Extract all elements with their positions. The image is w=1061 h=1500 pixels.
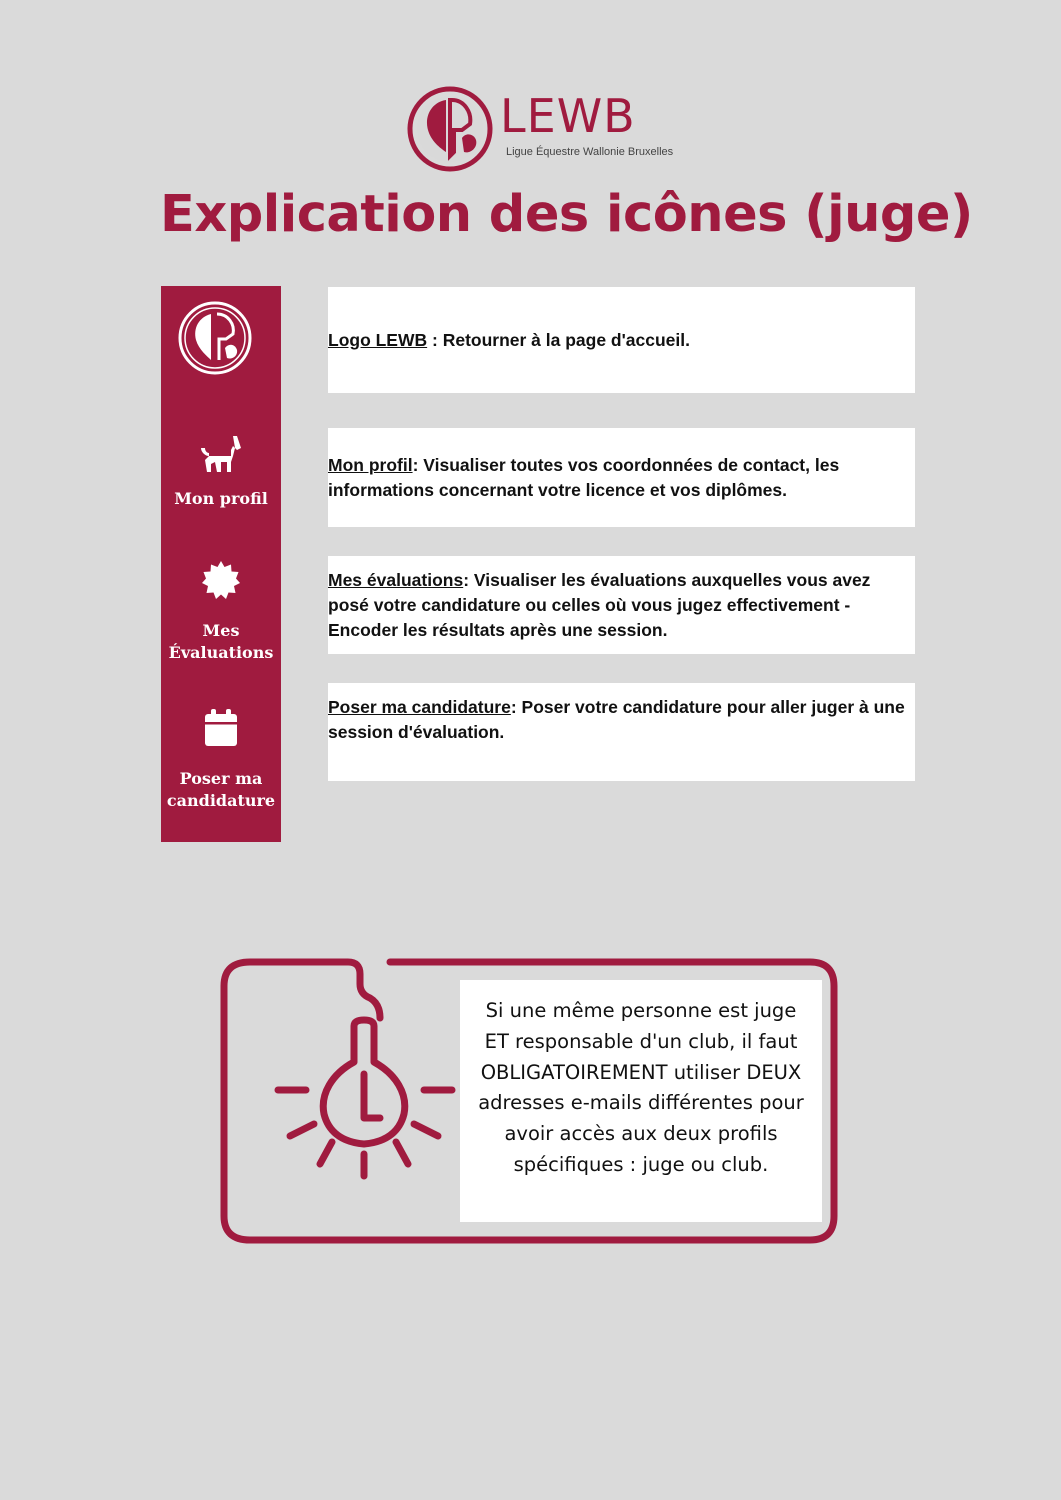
sidebar-item-label: Poser ma [179,769,263,788]
card-mes-evaluations [328,556,915,654]
sidebar-item-poser-candidature[interactable] [161,708,281,812]
card-description: : Visualiser les évaluations auxquelles vous avez posé votre candidature ou celles où vous jugez effectivement - Encoder les résultats après une session. [328,569,871,640]
logo-wordmark: LEWB [500,89,636,143]
card-term: Logo LEWB [328,329,428,350]
sidebar-item-label: Mes [202,621,240,640]
page-title: Explication des icônes (juge) [160,185,973,244]
horse-icon [199,434,243,474]
header-logo [406,86,674,172]
sidebar-item-label: Mon profil [174,489,268,508]
tip-text-box [460,980,822,1222]
lightbulb-icon [278,1020,452,1176]
card-description: : Visualiser toutes vos coordonnées de contact, les informations concernant votre licence et vos diplômes. [328,454,840,500]
calendar-icon [203,708,239,748]
card-text [328,695,907,745]
sidebar-item-mon-profil[interactable] [161,434,281,510]
card-logo-lewb [328,287,915,393]
card-text [328,568,907,643]
card-term: Poser ma candidature [328,697,511,717]
sidebar-mockup [161,286,281,842]
card-term: Mes évaluations [328,569,464,590]
sidebar-logo-icon[interactable] [177,300,253,376]
sidebar-item-label: candidature [166,791,276,810]
logo-tagline: Ligue Équestre Wallonie Bruxelles [506,146,674,158]
card-text [328,328,690,353]
card-poser-candidature [328,683,915,781]
card-text [328,453,907,503]
badge-icon [201,560,241,600]
tip-text: Si une même personne est juge ET responsable d'un club, il faut OBLIGATOIREMENT utiliser DEUX adresses e-mails différentes pour avoir accès aux deux profils spécifiques : juge ou club. [478,999,804,1176]
card-mon-profil [328,428,915,527]
card-description: : Retourner à la page d'accueil. [427,329,690,350]
sidebar-item-mes-evaluations[interactable] [161,560,281,664]
card-term: Mon profil [328,454,413,475]
lewb-emblem-icon [406,86,494,172]
card-description: : Poser votre candidature pour aller juger à une session d'évaluation. [328,697,905,742]
sidebar-item-label: Évaluations [168,643,274,662]
